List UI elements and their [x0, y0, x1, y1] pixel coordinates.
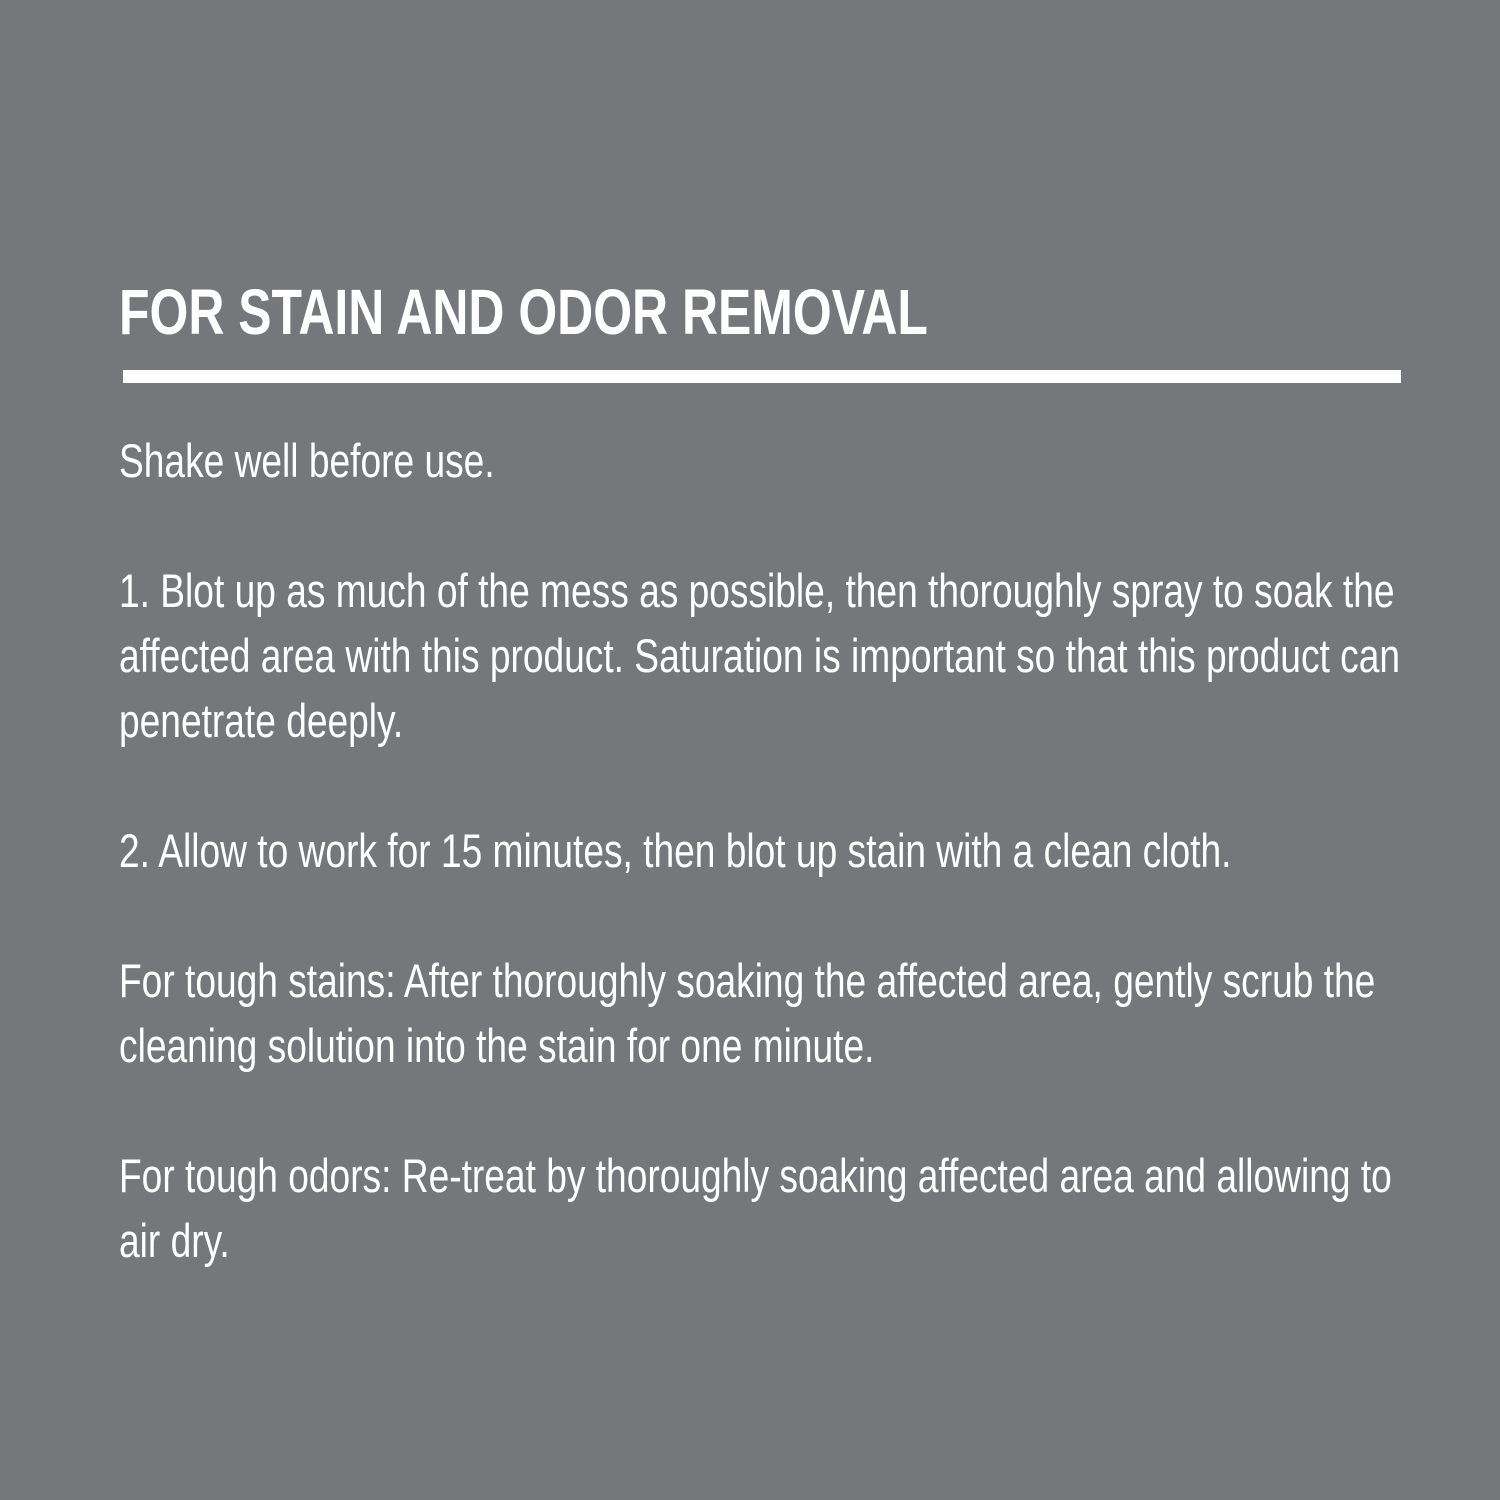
- instruction-step-1: 1. Blot up as much of the mess as possible, then thoroughly spray to soak the affected area with this product. Saturation is important so that this product can penetrate deeply.: [119, 564, 1401, 747]
- instruction-shake: Shake well before use.: [119, 434, 495, 487]
- instruction-tough-stains: For tough stains: After thoroughly soaking the affected area, gently scrub the cleaning solution into the stain for one minute.: [119, 954, 1376, 1072]
- title-divider: [123, 370, 1401, 383]
- page-title: FOR STAIN AND ODOR REMOVAL: [119, 276, 928, 348]
- instruction-step-2: 2. Allow to work for 15 minutes, then blot up stain with a clean cloth.: [119, 824, 1232, 877]
- instruction-tough-odors: For tough odors: Re-treat by thoroughly soaking affected area and allowing to air dry.: [119, 1149, 1392, 1267]
